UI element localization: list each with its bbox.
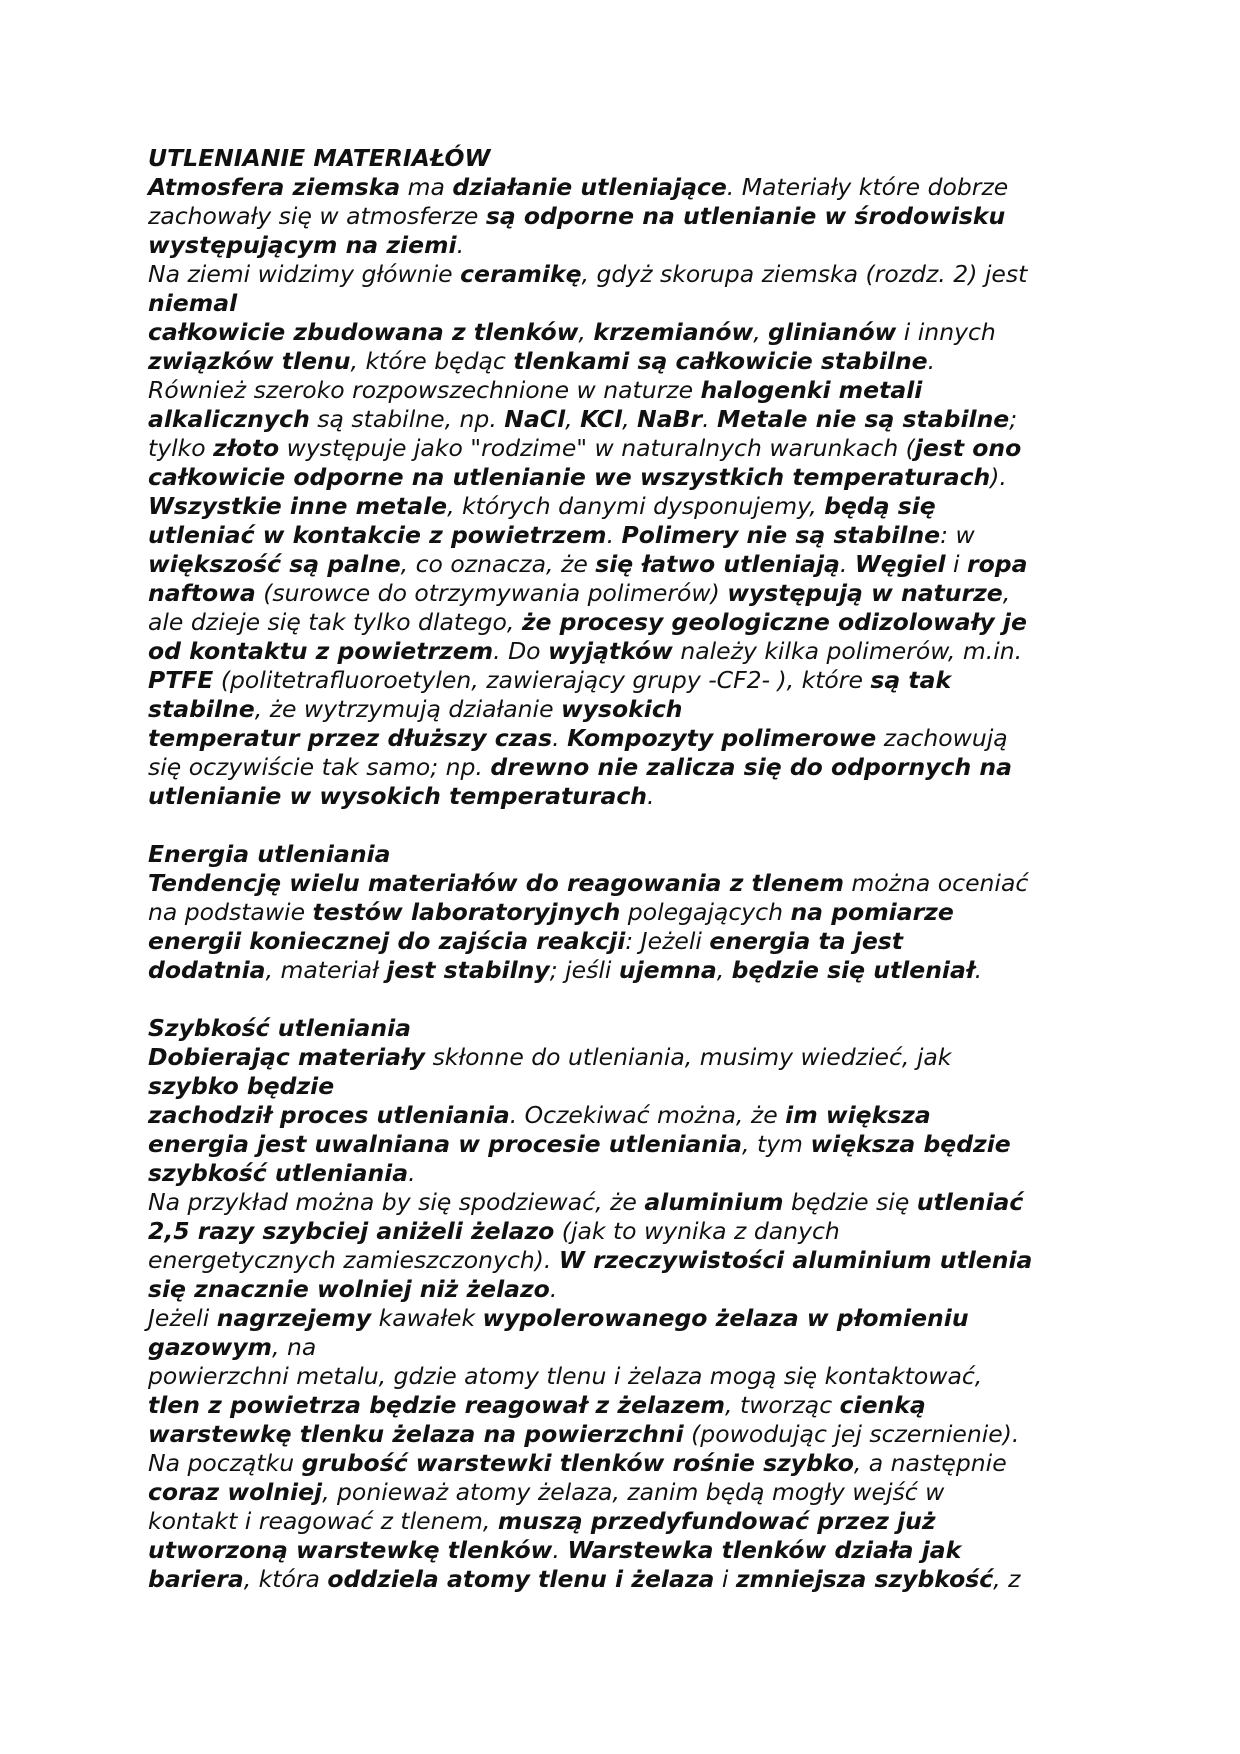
text-run: (jak to wynika z danych — [554, 1217, 840, 1245]
text-line — [148, 753, 1098, 782]
paragraph-gap — [148, 811, 1098, 840]
text-line — [148, 898, 1098, 927]
bold-text-run: UTLENIANIE MATERIAŁÓW — [148, 144, 491, 172]
bold-text-run: oddziela atomy tlenu i żelaza — [327, 1565, 715, 1593]
bold-text-run: szybko będzie — [148, 1072, 335, 1100]
text-line — [148, 1478, 1098, 1507]
text-run: , — [1002, 579, 1011, 607]
text-run: . — [927, 347, 936, 375]
bold-text-run: temperatur przez dłuższy czas — [148, 724, 553, 752]
bold-text-run: jest stabilny — [386, 956, 550, 984]
text-run: się oczywiście tak samo; np. — [148, 753, 491, 781]
text-line — [148, 550, 1098, 579]
bold-text-run: ujemna — [618, 956, 717, 984]
bold-text-run: że procesy geologiczne odizolowały je — [521, 608, 1027, 636]
text-run: skłonne do utleniania, musimy wiedzieć, jak — [425, 1043, 952, 1071]
bold-text-run: im większa — [785, 1101, 931, 1129]
bold-text-run: szybkość utleniania — [148, 1159, 409, 1187]
text-line — [148, 1536, 1098, 1565]
text-line — [148, 1362, 1098, 1391]
text-run: , — [622, 405, 638, 433]
bold-text-run: utlenianie w wysokich temperaturach — [148, 782, 648, 810]
bold-text-run: stabilne — [148, 695, 255, 723]
bold-text-run: drewno nie zalicza się do odpornych na — [490, 753, 1012, 781]
text-run: polegających — [620, 898, 791, 926]
text-line — [148, 1043, 1098, 1072]
bold-text-run: Warstewka tlenków działa jak — [567, 1536, 962, 1564]
bold-text-run: 2,5 razy szybciej aniżeli żelazo — [148, 1217, 555, 1245]
bold-text-run: wysokich — [561, 695, 683, 723]
text-line — [148, 1188, 1098, 1217]
text-run: należy kilka polimerów, m.in. — [672, 637, 1023, 665]
bold-text-run: zachodził proces utleniania — [148, 1101, 510, 1129]
bold-text-run: NaBr — [637, 405, 703, 433]
text-line — [148, 927, 1098, 956]
text-line — [148, 347, 1098, 376]
text-line — [148, 1304, 1098, 1333]
bold-text-run: glinianów — [768, 318, 897, 346]
section-utlenianie-materialow — [148, 144, 1098, 811]
bold-text-run: energia jest uwalniana w procesie utleniania — [148, 1130, 742, 1158]
text-line — [148, 1391, 1098, 1420]
text-line — [148, 231, 1098, 260]
text-run: Na przykład można by się spodziewać, że — [148, 1188, 645, 1216]
text-run: i innych — [896, 318, 996, 346]
text-line — [148, 1130, 1098, 1159]
text-line — [148, 637, 1098, 666]
text-run: : w — [940, 521, 975, 549]
text-line — [148, 695, 1098, 724]
text-run: , — [565, 405, 581, 433]
text-run: , — [753, 318, 769, 346]
bold-text-run: są tak — [870, 666, 952, 694]
text-line — [148, 260, 1098, 289]
text-line — [148, 1246, 1098, 1275]
text-run: ma — [400, 173, 453, 201]
bold-text-run: na pomiarze — [790, 898, 954, 926]
text-run: (powodując jej sczernienie). — [683, 1420, 1020, 1448]
text-run: ale dzieje się tak tylko dlatego, — [148, 608, 522, 636]
text-line — [148, 956, 1098, 985]
text-run: ). — [990, 463, 1007, 491]
bold-text-run: Polimery nie są stabilne — [621, 521, 941, 549]
text-run: , tworząc — [725, 1391, 840, 1419]
bold-text-run: utleniać w kontakcie z powietrzem — [148, 521, 607, 549]
text-line — [148, 1420, 1098, 1449]
text-run: , co oznacza, że — [400, 550, 596, 578]
text-run: , że wytrzymują działanie — [254, 695, 562, 723]
paragraph-gap — [148, 985, 1098, 1014]
text-run: . — [552, 724, 568, 752]
text-run: , gdyż skorupa ziemska (rozdz. 2) jest — [581, 260, 1028, 288]
text-run: tylko — [148, 434, 214, 462]
bold-text-run: się łatwo utleniają — [595, 550, 840, 578]
bold-text-run: testów laboratoryjnych — [312, 898, 621, 926]
bold-text-run: całkowicie odporne na utlenianie we wszystkich temperaturach — [148, 463, 991, 491]
bold-text-run: jest ono — [914, 434, 1022, 462]
text-run: na podstawie — [148, 898, 313, 926]
bold-text-run: bariera — [148, 1565, 244, 1593]
bold-text-run: Energia utleniania — [148, 840, 391, 868]
bold-text-run: złoto — [213, 434, 280, 462]
bold-text-run: wypolerowanego żelaza w płomieniu — [482, 1304, 969, 1332]
text-run: , materiał — [265, 956, 387, 984]
text-run: można oceniać — [843, 869, 1029, 897]
text-run: (surowce do otrzymywania polimerów) — [255, 579, 728, 607]
text-run: zachowały się w atmosferze — [148, 202, 486, 230]
text-run: kontakt i reagować z tlenem, — [148, 1507, 498, 1535]
text-line — [148, 724, 1098, 753]
text-run: . — [552, 1536, 568, 1564]
text-run: . Do — [493, 637, 549, 665]
text-run: ; — [1009, 405, 1018, 433]
bold-text-run: związków tlenu — [148, 347, 351, 375]
text-line — [148, 608, 1098, 637]
text-run: . — [839, 550, 855, 578]
bold-text-run: Kompozyty polimerowe — [567, 724, 877, 752]
bold-text-run: występującym na ziemi — [148, 231, 457, 259]
bold-text-run: cienką — [839, 1391, 926, 1419]
bold-text-run: W rzeczywistości aluminium utlenia — [558, 1246, 1033, 1274]
bold-text-run: większość są palne — [148, 550, 401, 578]
bold-text-run: alkalicznych — [148, 405, 310, 433]
bold-text-run: nagrzejemy — [216, 1304, 372, 1332]
text-run: Na początku — [148, 1449, 302, 1477]
bold-text-run: krzemianów — [593, 318, 754, 346]
text-run: , — [578, 318, 594, 346]
text-run: Na ziemi widzimy głównie — [148, 260, 461, 288]
text-run: (politetrafluoroetylen, zawierający grupy -CF2- ), które — [213, 666, 871, 694]
text-line — [148, 1217, 1098, 1246]
document-title — [148, 144, 1098, 173]
text-run: i — [714, 1565, 736, 1593]
text-run: , a następnie — [853, 1449, 1007, 1477]
text-run: , która — [243, 1565, 328, 1593]
bold-text-run: Tendencję wielu materiałów do reagowania z tlenem — [148, 869, 844, 897]
bold-text-run: tlen z powietrza będzie reagował z żelazem — [148, 1391, 726, 1419]
bold-text-run: grubość warstewki tlenków rośnie szybko — [301, 1449, 854, 1477]
bold-text-run: coraz wolniej — [148, 1478, 323, 1506]
bold-text-run: Atmosfera ziemska — [148, 173, 401, 201]
text-run: : Jeżeli — [625, 927, 710, 955]
text-line — [148, 318, 1098, 347]
bold-text-run: się znacznie wolniej niż żelazo — [148, 1275, 550, 1303]
text-run: zachowują — [876, 724, 1008, 752]
bold-text-run: utworzoną warstewkę tlenków — [148, 1536, 553, 1564]
text-run: . Oczekiwać można, że — [509, 1101, 786, 1129]
text-line — [148, 1072, 1098, 1101]
text-line — [148, 1101, 1098, 1130]
bold-text-run: występują w naturze — [727, 579, 1003, 607]
text-run: , z — [993, 1565, 1021, 1593]
text-run: występuje jako "rodzime" w naturalnych warunkach ( — [279, 434, 915, 462]
section-heading — [148, 1014, 1098, 1043]
bold-text-run: Dobierając materiały — [148, 1043, 426, 1071]
bold-text-run: większa będzie — [810, 1130, 1011, 1158]
bold-text-run: naftowa — [148, 579, 256, 607]
text-run: Jeżeli — [148, 1304, 217, 1332]
text-line — [148, 579, 1098, 608]
text-run: . — [549, 1275, 558, 1303]
text-line — [148, 202, 1098, 231]
text-run: , których danymi dysponujemy, — [447, 492, 825, 520]
bold-text-run: tlenkami są całkowicie stabilne — [513, 347, 928, 375]
section-szybkosc-utleniania — [148, 1014, 1098, 1594]
bold-text-run: całkowicie zbudowana z tlenków — [148, 318, 579, 346]
bold-text-run: będzie się utleniał — [731, 956, 975, 984]
text-run: i — [945, 550, 968, 578]
text-line — [148, 492, 1098, 521]
text-run: . — [702, 405, 718, 433]
bold-text-run: PTFE — [148, 666, 214, 694]
text-line — [148, 434, 1098, 463]
text-run: . — [647, 782, 655, 810]
section-energia-utleniania — [148, 840, 1098, 985]
bold-text-run: od kontaktu z powietrzem — [148, 637, 494, 665]
text-line — [148, 405, 1098, 434]
bold-text-run: są odporne na utlenianie w środowisku — [485, 202, 1006, 230]
text-line — [148, 521, 1098, 550]
text-run: , na — [272, 1333, 317, 1361]
text-run: Również szeroko rozpowszechnione w naturze — [148, 376, 701, 404]
bold-text-run: halogenki metali — [700, 376, 923, 404]
section-heading — [148, 840, 1098, 869]
bold-text-run: aluminium — [644, 1188, 784, 1216]
text-run: powierzchni metalu, gdzie atomy tlenu i żelaza mogą się kontaktować, — [148, 1362, 983, 1390]
document-page — [148, 144, 1098, 1594]
text-line — [148, 1159, 1098, 1188]
text-line — [148, 289, 1098, 318]
text-run: . — [456, 231, 465, 259]
text-run: są stabilne, np. — [309, 405, 505, 433]
bold-text-run: Metale nie są stabilne — [717, 405, 1010, 433]
bold-text-run: energia ta jest — [709, 927, 904, 955]
bold-text-run: gazowym — [148, 1333, 273, 1361]
text-run: . Materiały które dobrze — [726, 173, 1009, 201]
text-run: kawałek — [371, 1304, 483, 1332]
text-run: . — [606, 521, 622, 549]
text-run: , — [716, 956, 732, 984]
bold-text-run: będą się — [824, 492, 936, 520]
text-run: będzie się — [783, 1188, 917, 1216]
text-run: ; jeśli — [549, 956, 619, 984]
text-line — [148, 1333, 1098, 1362]
text-line — [148, 666, 1098, 695]
bold-text-run: NaCl — [504, 405, 566, 433]
text-line — [148, 463, 1098, 492]
bold-text-run: KCl — [580, 405, 623, 433]
text-line — [148, 1565, 1098, 1594]
text-run: , które będąc — [350, 347, 514, 375]
bold-text-run: niemal — [148, 289, 238, 317]
bold-text-run: Węgiel — [854, 550, 946, 578]
text-run: . — [408, 1159, 416, 1187]
bold-text-run: muszą przedyfundować przez już — [497, 1507, 936, 1535]
bold-text-run: energii koniecznej do zajścia reakcji — [148, 927, 626, 955]
text-line — [148, 376, 1098, 405]
bold-text-run: warstewkę tlenku żelaza na powierzchni — [148, 1420, 684, 1448]
text-line — [148, 869, 1098, 898]
bold-text-run: wyjątków — [548, 637, 673, 665]
bold-text-run: ceramikę — [460, 260, 582, 288]
bold-text-run: Szybkość utleniania — [148, 1014, 412, 1042]
bold-text-run: ropa — [967, 550, 1028, 578]
bold-text-run: działanie utleniające — [452, 173, 727, 201]
text-line — [148, 1275, 1098, 1304]
text-run: , tym — [742, 1130, 811, 1158]
bold-text-run: Wszystkie inne metale — [148, 492, 448, 520]
text-run: energetycznych zamieszczonych). — [148, 1246, 559, 1274]
bold-text-run: dodatnia — [148, 956, 266, 984]
bold-text-run: utleniać — [916, 1188, 1024, 1216]
text-line — [148, 782, 1098, 811]
text-run: , ponieważ atomy żelaza, zanim będą mogły wejść w — [322, 1478, 945, 1506]
bold-text-run: zmniejsza szybkość — [735, 1565, 994, 1593]
text-line — [148, 1449, 1098, 1478]
text-line — [148, 173, 1098, 202]
text-line — [148, 1507, 1098, 1536]
text-run: . — [974, 956, 983, 984]
